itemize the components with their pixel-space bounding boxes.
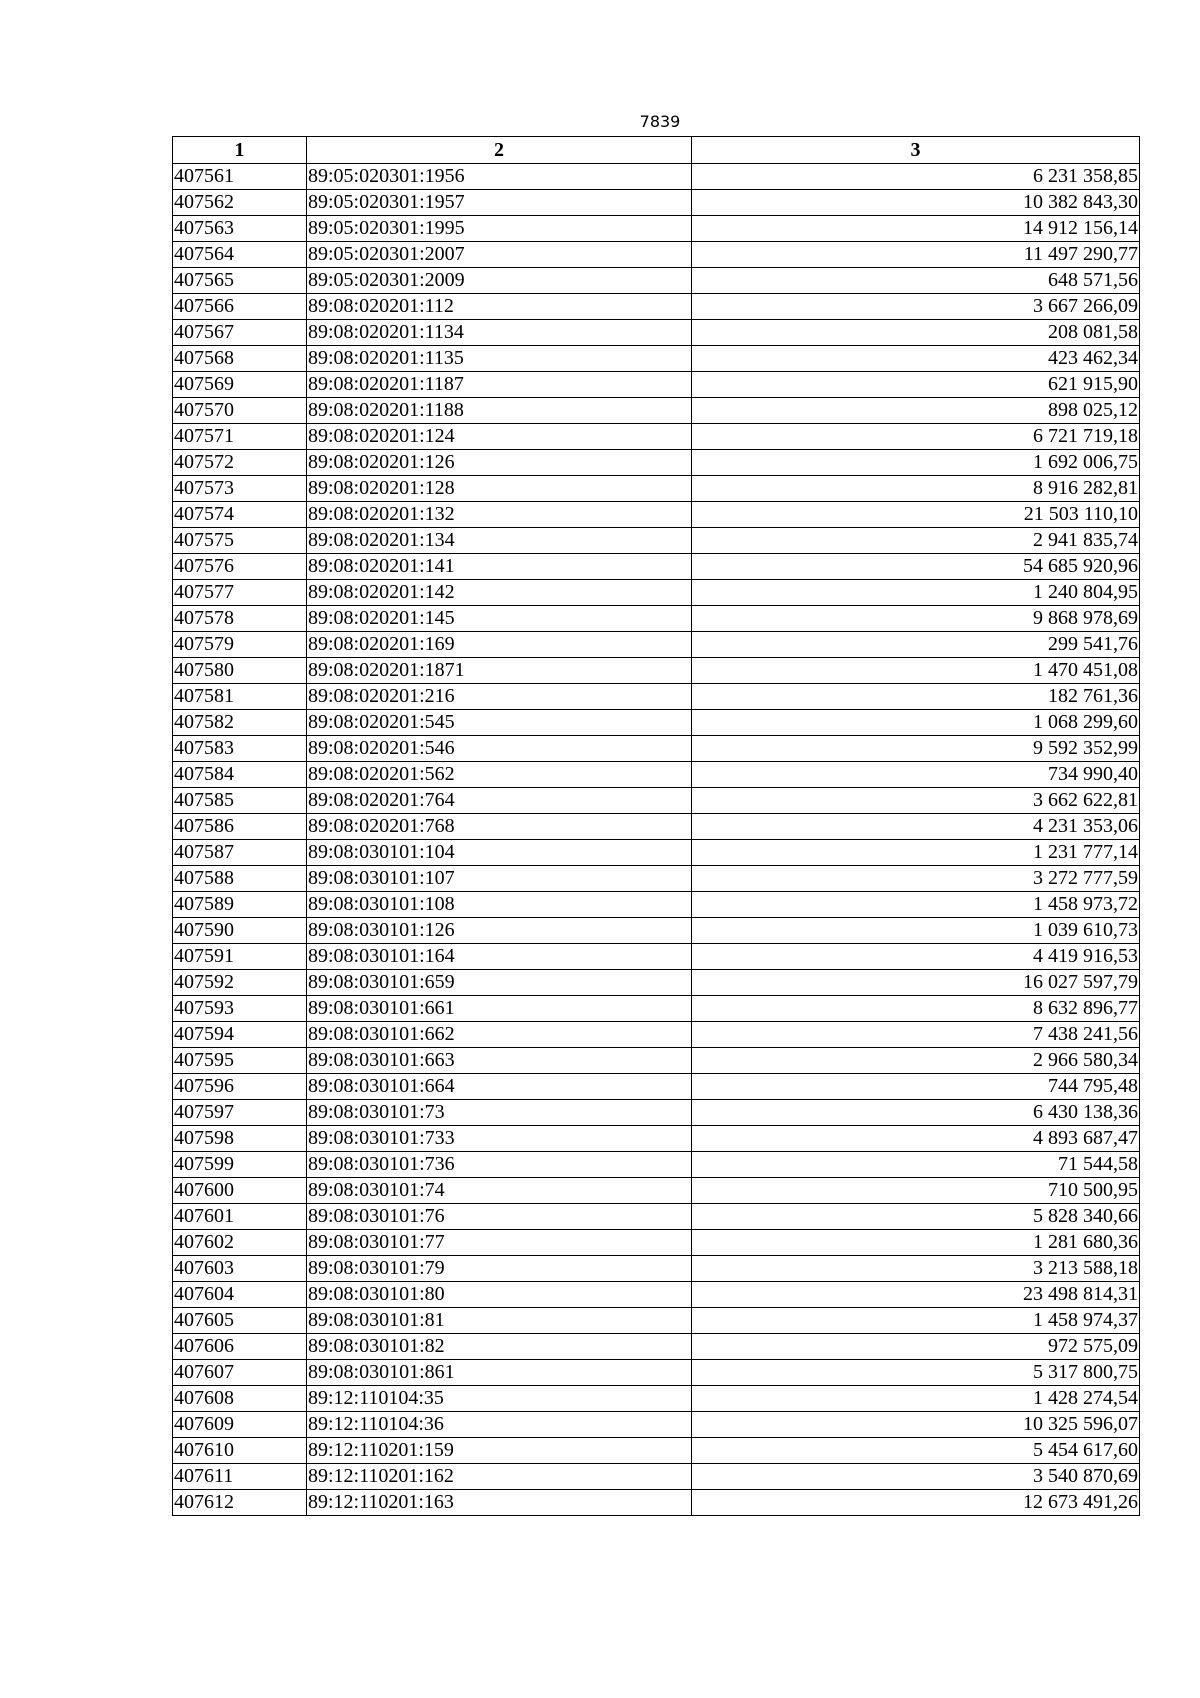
row-id-cell: 407571 <box>173 424 307 450</box>
cadastral-number-cell: 89:12:110201:159 <box>307 1438 692 1464</box>
table-row <box>173 814 1140 840</box>
table-row <box>173 476 1140 502</box>
table-row <box>173 918 1140 944</box>
value-cell: 1 458 974,37 <box>692 1308 1140 1334</box>
row-id-cell: 407584 <box>173 762 307 788</box>
row-id-cell: 407570 <box>173 398 307 424</box>
table-row <box>173 762 1140 788</box>
cadastral-number-cell: 89:05:020301:1956 <box>307 164 692 190</box>
cadastral-number-cell: 89:08:020201:142 <box>307 580 692 606</box>
cadastral-number-cell: 89:08:020201:169 <box>307 632 692 658</box>
table-row <box>173 892 1140 918</box>
row-id-cell: 407607 <box>173 1360 307 1386</box>
cadastral-number-cell: 89:08:030101:77 <box>307 1230 692 1256</box>
table-row <box>173 216 1140 242</box>
cadastral-number-cell: 89:12:110104:35 <box>307 1386 692 1412</box>
cadastral-number-cell: 89:08:020201:546 <box>307 736 692 762</box>
table-row <box>173 528 1140 554</box>
table-row <box>173 1178 1140 1204</box>
row-id-cell: 407580 <box>173 658 307 684</box>
value-cell: 182 761,36 <box>692 684 1140 710</box>
row-id-cell: 407595 <box>173 1048 307 1074</box>
cadastral-number-cell: 89:08:020201:1187 <box>307 372 692 398</box>
row-id-cell: 407605 <box>173 1308 307 1334</box>
row-id-cell: 407611 <box>173 1464 307 1490</box>
table-row <box>173 1464 1140 1490</box>
cadastral-number-cell: 89:08:030101:164 <box>307 944 692 970</box>
table-row <box>173 164 1140 190</box>
cadastral-number-cell: 89:08:020201:132 <box>307 502 692 528</box>
cadastral-number-cell: 89:08:020201:764 <box>307 788 692 814</box>
row-id-cell: 407589 <box>173 892 307 918</box>
row-id-cell: 407572 <box>173 450 307 476</box>
value-cell: 1 240 804,95 <box>692 580 1140 606</box>
cadastral-number-cell: 89:08:030101:733 <box>307 1126 692 1152</box>
row-id-cell: 407581 <box>173 684 307 710</box>
table-row <box>173 242 1140 268</box>
value-cell: 1 281 680,36 <box>692 1230 1140 1256</box>
row-id-cell: 407600 <box>173 1178 307 1204</box>
cadastral-number-cell: 89:08:030101:79 <box>307 1256 692 1282</box>
row-id-cell: 407591 <box>173 944 307 970</box>
table-body <box>173 164 1140 1516</box>
row-id-cell: 407588 <box>173 866 307 892</box>
row-id-cell: 407568 <box>173 346 307 372</box>
data-table <box>172 136 1140 1516</box>
cadastral-number-cell: 89:08:020201:112 <box>307 294 692 320</box>
table-row <box>173 398 1140 424</box>
table-row <box>173 190 1140 216</box>
value-cell: 6 231 358,85 <box>692 164 1140 190</box>
value-cell: 10 325 596,07 <box>692 1412 1140 1438</box>
table-row <box>173 632 1140 658</box>
cadastral-number-cell: 89:08:020201:1188 <box>307 398 692 424</box>
table-row <box>173 1334 1140 1360</box>
cadastral-number-cell: 89:08:020201:216 <box>307 684 692 710</box>
value-cell: 3 662 622,81 <box>692 788 1140 814</box>
cadastral-number-cell: 89:08:020201:124 <box>307 424 692 450</box>
cadastral-number-cell: 89:08:020201:1134 <box>307 320 692 346</box>
row-id-cell: 407598 <box>173 1126 307 1152</box>
cadastral-number-cell: 89:08:030101:80 <box>307 1282 692 1308</box>
cadastral-number-cell: 89:08:030101:76 <box>307 1204 692 1230</box>
cadastral-number-cell: 89:05:020301:2009 <box>307 268 692 294</box>
table-row <box>173 294 1140 320</box>
value-cell: 1 470 451,08 <box>692 658 1140 684</box>
value-cell: 299 541,76 <box>692 632 1140 658</box>
table-row <box>173 840 1140 866</box>
cadastral-number-cell: 89:08:030101:81 <box>307 1308 692 1334</box>
table-row <box>173 1308 1140 1334</box>
value-cell: 8 916 282,81 <box>692 476 1140 502</box>
cadastral-number-cell: 89:08:030101:104 <box>307 840 692 866</box>
table-row <box>173 372 1140 398</box>
cadastral-number-cell: 89:08:030101:661 <box>307 996 692 1022</box>
row-id-cell: 407599 <box>173 1152 307 1178</box>
table-row <box>173 658 1140 684</box>
row-id-cell: 407590 <box>173 918 307 944</box>
value-cell: 423 462,34 <box>692 346 1140 372</box>
value-cell: 1 231 777,14 <box>692 840 1140 866</box>
cadastral-number-cell: 89:08:030101:126 <box>307 918 692 944</box>
row-id-cell: 407587 <box>173 840 307 866</box>
value-cell: 11 497 290,77 <box>692 242 1140 268</box>
cadastral-number-cell: 89:08:020201:768 <box>307 814 692 840</box>
row-id-cell: 407594 <box>173 1022 307 1048</box>
cadastral-number-cell: 89:08:020201:141 <box>307 554 692 580</box>
value-cell: 4 893 687,47 <box>692 1126 1140 1152</box>
table-row <box>173 554 1140 580</box>
value-cell: 3 667 266,09 <box>692 294 1140 320</box>
row-id-cell: 407561 <box>173 164 307 190</box>
table-row <box>173 1360 1140 1386</box>
cadastral-number-cell: 89:08:030101:108 <box>307 892 692 918</box>
cadastral-number-cell: 89:08:020201:128 <box>307 476 692 502</box>
row-id-cell: 407578 <box>173 606 307 632</box>
row-id-cell: 407592 <box>173 970 307 996</box>
table-row <box>173 1022 1140 1048</box>
value-cell: 21 503 110,10 <box>692 502 1140 528</box>
row-id-cell: 407573 <box>173 476 307 502</box>
cadastral-number-cell: 89:08:030101:736 <box>307 1152 692 1178</box>
row-id-cell: 407601 <box>173 1204 307 1230</box>
cadastral-number-cell: 89:08:020201:545 <box>307 710 692 736</box>
value-cell: 23 498 814,31 <box>692 1282 1140 1308</box>
value-cell: 54 685 920,96 <box>692 554 1140 580</box>
cadastral-number-cell: 89:08:030101:82 <box>307 1334 692 1360</box>
row-id-cell: 407586 <box>173 814 307 840</box>
value-cell: 3 213 588,18 <box>692 1256 1140 1282</box>
value-cell: 621 915,90 <box>692 372 1140 398</box>
value-cell: 4 419 916,53 <box>692 944 1140 970</box>
row-id-cell: 407596 <box>173 1074 307 1100</box>
cadastral-number-cell: 89:05:020301:1957 <box>307 190 692 216</box>
cadastral-number-cell: 89:08:020201:134 <box>307 528 692 554</box>
row-id-cell: 407583 <box>173 736 307 762</box>
row-id-cell: 407610 <box>173 1438 307 1464</box>
row-id-cell: 407575 <box>173 528 307 554</box>
value-cell: 8 632 896,77 <box>692 996 1140 1022</box>
value-cell: 5 828 340,66 <box>692 1204 1140 1230</box>
table-row <box>173 606 1140 632</box>
value-cell: 744 795,48 <box>692 1074 1140 1100</box>
row-id-cell: 407609 <box>173 1412 307 1438</box>
row-id-cell: 407604 <box>173 1282 307 1308</box>
value-cell: 12 673 491,26 <box>692 1490 1140 1516</box>
row-id-cell: 407585 <box>173 788 307 814</box>
value-cell: 2 966 580,34 <box>692 1048 1140 1074</box>
row-id-cell: 407562 <box>173 190 307 216</box>
value-cell: 4 231 353,06 <box>692 814 1140 840</box>
table-row <box>173 944 1140 970</box>
value-cell: 1 458 973,72 <box>692 892 1140 918</box>
table-row <box>173 1438 1140 1464</box>
value-cell: 5 454 617,60 <box>692 1438 1140 1464</box>
cadastral-number-cell: 89:12:110104:36 <box>307 1412 692 1438</box>
cadastral-number-cell: 89:12:110201:162 <box>307 1464 692 1490</box>
cadastral-number-cell: 89:08:020201:1871 <box>307 658 692 684</box>
value-cell: 208 081,58 <box>692 320 1140 346</box>
table-header-row <box>173 137 1140 164</box>
table-row <box>173 502 1140 528</box>
table-row <box>173 1152 1140 1178</box>
table-row <box>173 320 1140 346</box>
value-cell: 734 990,40 <box>692 762 1140 788</box>
row-id-cell: 407597 <box>173 1100 307 1126</box>
cadastral-number-cell: 89:05:020301:2007 <box>307 242 692 268</box>
value-cell: 972 575,09 <box>692 1334 1140 1360</box>
cadastral-number-cell: 89:08:030101:662 <box>307 1022 692 1048</box>
value-cell: 2 941 835,74 <box>692 528 1140 554</box>
value-cell: 9 592 352,99 <box>692 736 1140 762</box>
cadastral-number-cell: 89:08:030101:664 <box>307 1074 692 1100</box>
row-id-cell: 407608 <box>173 1386 307 1412</box>
table-row <box>173 684 1140 710</box>
cadastral-number-cell: 89:05:020301:1995 <box>307 216 692 242</box>
cadastral-number-cell: 89:08:030101:663 <box>307 1048 692 1074</box>
cadastral-number-cell: 89:08:020201:126 <box>307 450 692 476</box>
table-row <box>173 580 1140 606</box>
table-row <box>173 1386 1140 1412</box>
value-cell: 648 571,56 <box>692 268 1140 294</box>
value-cell: 14 912 156,14 <box>692 216 1140 242</box>
table-row <box>173 1204 1140 1230</box>
cadastral-number-cell: 89:08:030101:107 <box>307 866 692 892</box>
table-row <box>173 1490 1140 1516</box>
column-header-1: 1 <box>173 137 307 164</box>
page-number: 7839 <box>639 112 681 131</box>
table-row <box>173 1282 1140 1308</box>
value-cell: 1 039 610,73 <box>692 918 1140 944</box>
table-row <box>173 1256 1140 1282</box>
table-row <box>173 1074 1140 1100</box>
value-cell: 6 430 138,36 <box>692 1100 1140 1126</box>
row-id-cell: 407593 <box>173 996 307 1022</box>
value-cell: 3 272 777,59 <box>692 866 1140 892</box>
value-cell: 9 868 978,69 <box>692 606 1140 632</box>
row-id-cell: 407577 <box>173 580 307 606</box>
value-cell: 1 692 006,75 <box>692 450 1140 476</box>
row-id-cell: 407566 <box>173 294 307 320</box>
value-cell: 16 027 597,79 <box>692 970 1140 996</box>
table-row <box>173 424 1140 450</box>
row-id-cell: 407569 <box>173 372 307 398</box>
table-row <box>173 1126 1140 1152</box>
table-row <box>173 866 1140 892</box>
cadastral-number-cell: 89:08:020201:562 <box>307 762 692 788</box>
row-id-cell: 407574 <box>173 502 307 528</box>
table-row <box>173 710 1140 736</box>
cadastral-number-cell: 89:08:030101:73 <box>307 1100 692 1126</box>
table-row <box>173 970 1140 996</box>
table-row <box>173 1412 1140 1438</box>
table-row <box>173 450 1140 476</box>
value-cell: 5 317 800,75 <box>692 1360 1140 1386</box>
table-row <box>173 268 1140 294</box>
value-cell: 6 721 719,18 <box>692 424 1140 450</box>
cadastral-number-cell: 89:12:110201:163 <box>307 1490 692 1516</box>
value-cell: 3 540 870,69 <box>692 1464 1140 1490</box>
table-row <box>173 788 1140 814</box>
row-id-cell: 407564 <box>173 242 307 268</box>
row-id-cell: 407579 <box>173 632 307 658</box>
row-id-cell: 407576 <box>173 554 307 580</box>
value-cell: 898 025,12 <box>692 398 1140 424</box>
row-id-cell: 407602 <box>173 1230 307 1256</box>
value-cell: 10 382 843,30 <box>692 190 1140 216</box>
row-id-cell: 407565 <box>173 268 307 294</box>
column-header-2: 2 <box>307 137 692 164</box>
table-row <box>173 346 1140 372</box>
cadastral-number-cell: 89:08:030101:861 <box>307 1360 692 1386</box>
cadastral-number-cell: 89:08:020201:145 <box>307 606 692 632</box>
row-id-cell: 407582 <box>173 710 307 736</box>
column-header-3: 3 <box>692 137 1140 164</box>
value-cell: 7 438 241,56 <box>692 1022 1140 1048</box>
row-id-cell: 407612 <box>173 1490 307 1516</box>
row-id-cell: 407606 <box>173 1334 307 1360</box>
table-row <box>173 1100 1140 1126</box>
cadastral-number-cell: 89:08:020201:1135 <box>307 346 692 372</box>
value-cell: 1 428 274,54 <box>692 1386 1140 1412</box>
row-id-cell: 407563 <box>173 216 307 242</box>
cadastral-number-cell: 89:08:030101:74 <box>307 1178 692 1204</box>
row-id-cell: 407567 <box>173 320 307 346</box>
table-row <box>173 736 1140 762</box>
table-row <box>173 996 1140 1022</box>
table-row <box>173 1230 1140 1256</box>
row-id-cell: 407603 <box>173 1256 307 1282</box>
value-cell: 1 068 299,60 <box>692 710 1140 736</box>
table-row <box>173 1048 1140 1074</box>
value-cell: 71 544,58 <box>692 1152 1140 1178</box>
value-cell: 710 500,95 <box>692 1178 1140 1204</box>
cadastral-number-cell: 89:08:030101:659 <box>307 970 692 996</box>
